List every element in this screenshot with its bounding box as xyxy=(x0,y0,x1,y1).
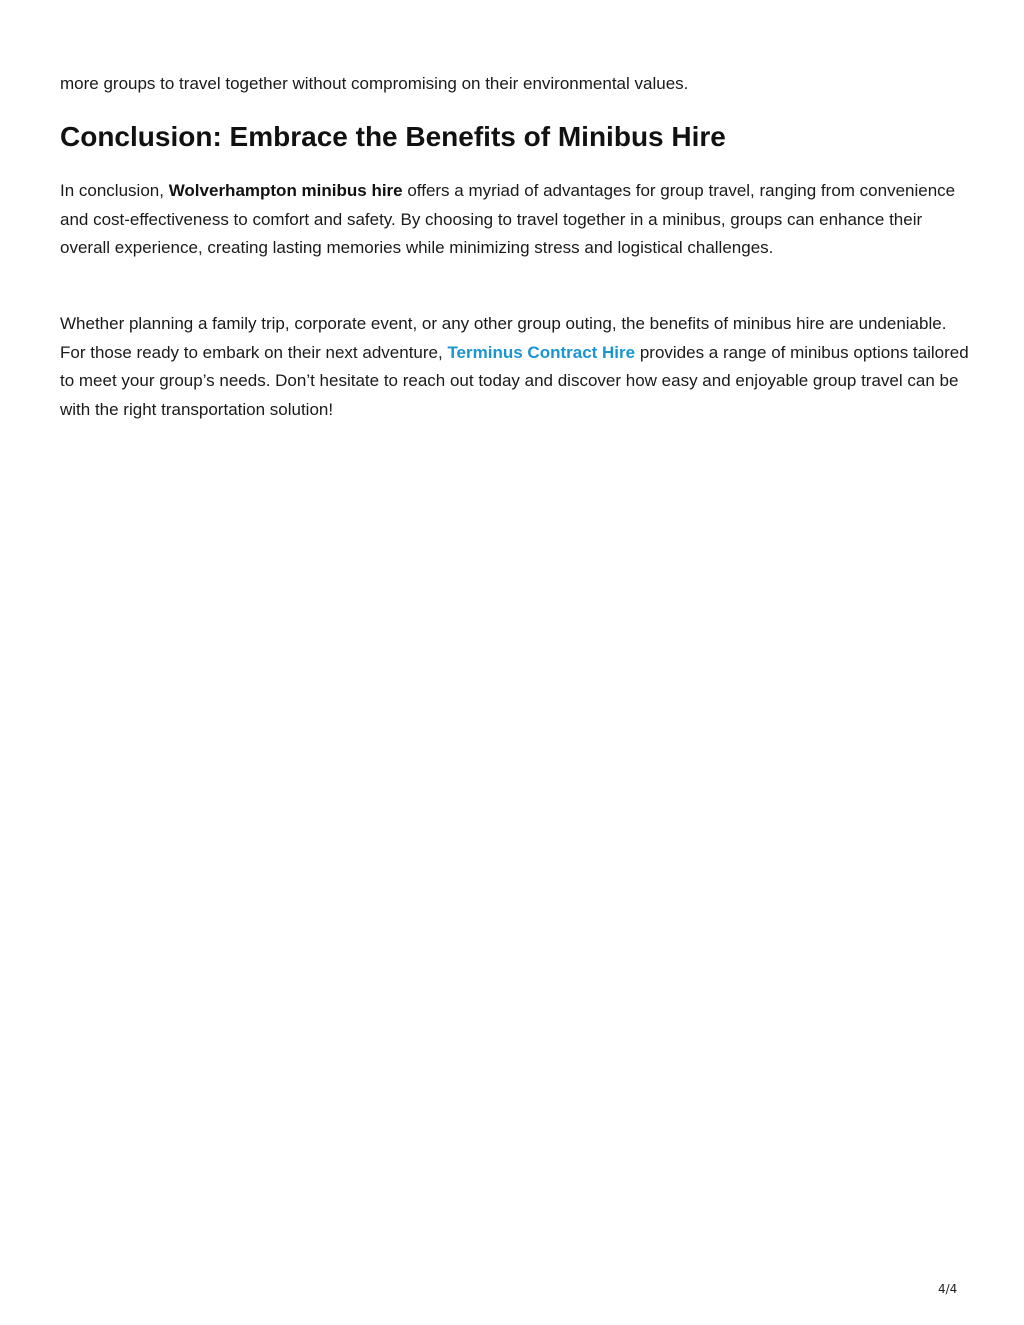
terminus-contract-hire-link[interactable]: Terminus Contract Hire xyxy=(447,342,636,362)
section-heading: Conclusion: Embrace the Benefits of Minibus Hire xyxy=(60,121,726,152)
lead-paragraph: more groups to travel together without compromising on their environmental values. xyxy=(60,74,689,93)
paragraph-intro: In conclusion, xyxy=(60,181,169,200)
paragraph-before-link: Whether planning a family trip, corporate event, or any other group outing, the benefits of minibus hire are undeniable. For those ready to embark on their next adventure, xyxy=(60,314,947,362)
paragraph-rest: offers a myriad of advantages for group travel, ranging from convenience and cost-effectiveness to comfort and safety. By choosing to travel together in a minibus, groups can enhance their overall experience, creating lasting memories while minimizing stress and logistical challenges. xyxy=(60,181,956,257)
bold-term: Wolverhampton minibus hire xyxy=(168,181,403,200)
page-number: 4/4 xyxy=(938,1282,958,1296)
closing-paragraph xyxy=(60,310,975,424)
paragraph-after-link: provides a range of minibus options tailored to meet your group’s needs. Don’t hesitate to reach out today and discover how easy and enjoyable group travel can be with the right transportation solution! xyxy=(60,342,969,419)
conclusion-paragraph xyxy=(60,177,965,263)
